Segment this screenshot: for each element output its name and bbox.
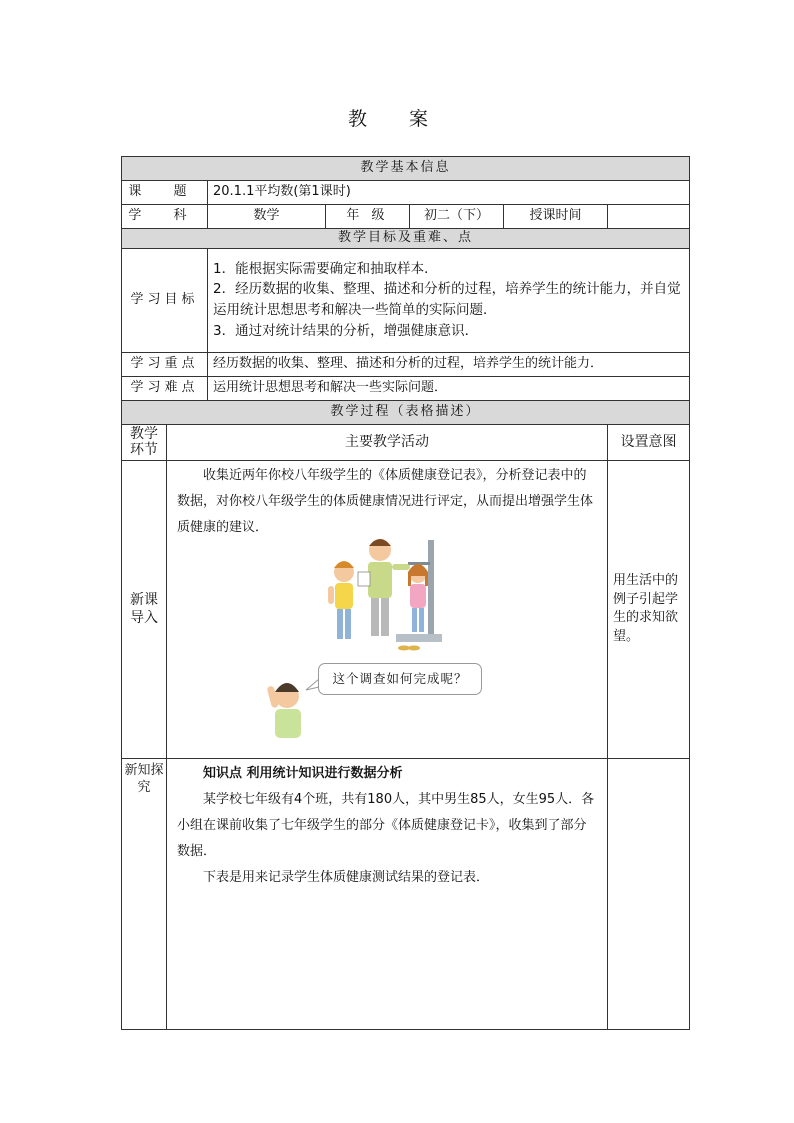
objectives-cell: [208, 248, 690, 352]
key-point-label: 学习重点: [122, 352, 208, 376]
objective-item: 1．能根据实际需要确定和抽取样本．: [213, 260, 438, 277]
teacher-figure: [358, 539, 410, 636]
thinking-boy-illustration: [265, 676, 313, 738]
document-title: 教 案: [347, 108, 447, 130]
grade-label: 年 级: [326, 205, 410, 229]
objective-item: 3．通过对统计结果的分析，增强健康意识．: [213, 323, 479, 340]
explore-paragraph: 某学校七年级有4个班，共有180人，其中男生85人，女生95人．各小组在课前收集了七年级学生的部分《体质健康登记卡》，收集到了部分数据．: [177, 791, 595, 859]
topic-label: 课 题: [122, 181, 208, 205]
boy-figure: [328, 561, 354, 639]
grade-value: 初二（下）: [410, 205, 504, 229]
objective-label: 学习目标: [122, 248, 208, 352]
key-point-value: 经历数据的收集、整理、描述和分析的过程，培养学生的统计能力．: [208, 352, 690, 376]
height-measuring-illustration: [318, 528, 448, 653]
intent-explore: [608, 758, 690, 1029]
topic-value: 20.1.1平均数(第1课时): [208, 181, 690, 205]
knowledge-heading: 知识点 利用统计知识进行数据分析: [203, 765, 403, 781]
explore-paragraph: 下表是用来记录学生体质健康测试结果的登记表．: [203, 869, 490, 885]
col-activity-header: 主要教学活动: [167, 424, 608, 460]
speech-bubble: 这个调查如何完成呢？: [318, 663, 482, 695]
activity-explore: [167, 758, 608, 1029]
basic-info-header: 教学基本信息: [122, 157, 690, 181]
time-label: 授课时间: [504, 205, 608, 229]
measuring-pole: [428, 540, 434, 638]
slipper: [408, 646, 420, 651]
goals-header: 教学目标及重难、点: [122, 229, 690, 249]
difficulty-value: 运用统计思想思考和解决一些实际问题．: [208, 376, 690, 400]
process-header: 教学过程（表格描述）: [122, 400, 690, 424]
stage-explore: 新知探究: [122, 758, 167, 1029]
time-value: [608, 205, 690, 229]
subject-value: 数学: [208, 205, 326, 229]
col-intent-header: 设置意图: [608, 424, 690, 460]
col-stage-header: 教学环节: [122, 424, 167, 460]
intent-intro: 用生活中的例子引起学生的求知欲望。: [608, 460, 690, 758]
stage-intro: 新课导入: [122, 460, 167, 758]
girl-figure: [408, 564, 428, 632]
subject-label: 学 科: [122, 205, 208, 229]
objective-item: 2．经历数据的收集、整理、描述和分析的过程，培养学生的统计能力，并自觉运用统计思想思考和解决一些简单的实际问题．: [213, 281, 681, 319]
difficulty-label: 学习难点: [122, 376, 208, 400]
scale-base: [396, 634, 442, 642]
intro-paragraph: 收集近两年你校八年级学生的《体质健康登记表》，分析登记表中的数据，对你校八年级学生的体质健康情况进行评定，从而提出增强学生体质健康的建议．: [177, 467, 594, 535]
